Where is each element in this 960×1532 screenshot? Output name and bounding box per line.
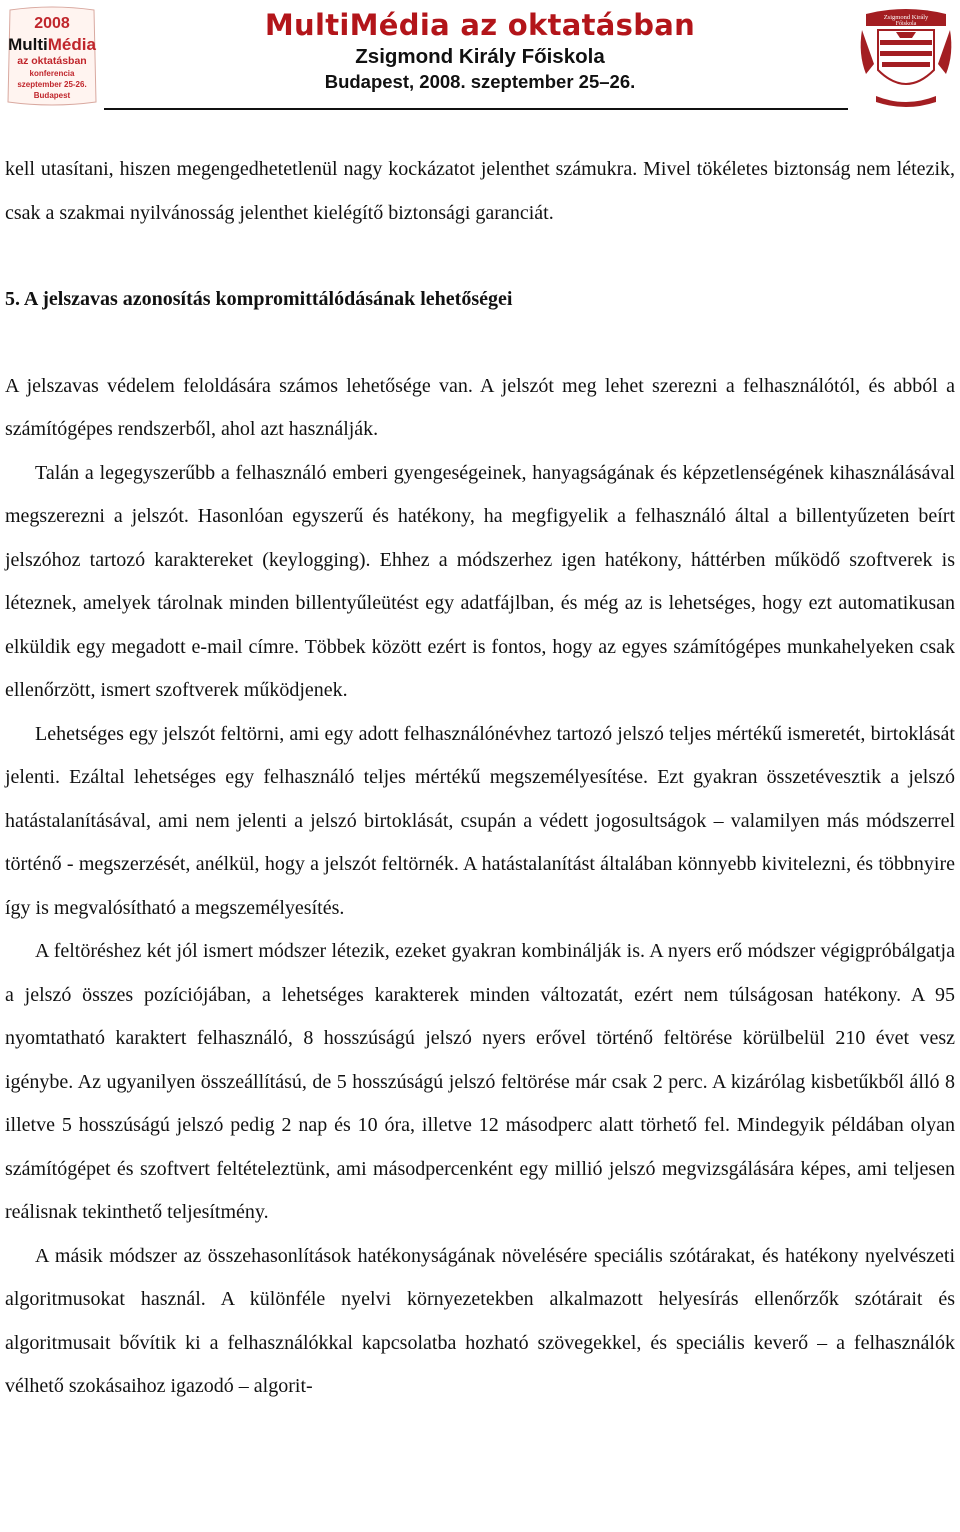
conference-date: Budapest, 2008. szeptember 25–26.: [324, 71, 636, 92]
section-heading: 5. A jelszavas azonosítás kompromittálódásának lehetőségei: [5, 288, 513, 310]
conference-title: MultiMédia az oktatásban: [264, 8, 696, 42]
page-header: [0, 0, 960, 112]
logo-line1: az oktatásban: [17, 55, 87, 67]
logo-line2: konferencia: [29, 69, 75, 78]
crest-line1: Zsigmond Király: [883, 14, 929, 21]
svg-text:MultiMédia: [8, 35, 96, 54]
paragraph-continuation: kell utasítani, hiszen megengedhetetlenül nagy kockázatot jelenthet számukra. Mivel tökéletes biztonság nem létezik, csak a szakmai nyilvánosság jelenthet kielégítő biztonsági garanciát.: [5, 158, 955, 224]
logo-line3: szeptember 25-26.: [17, 80, 87, 89]
logo-line4: Budapest: [33, 91, 71, 100]
conference-logo: [4, 6, 100, 106]
school-name: Zsigmond Király Főiskola: [355, 45, 605, 68]
paragraph: A jelszavas védelem feloldására számos lehetősége van. A jelszót meg lehet szerezni a felhasználótól, és abból a számítógépes rendszerből, ahol azt használják.: [5, 374, 955, 440]
college-crest-logo: [856, 4, 956, 108]
header-text-block: [230, 6, 730, 94]
logo-name-part2: Média: [47, 35, 96, 54]
paragraph: A másik módszer az összehasonlítások hatékonyságának növelésére speciális szótárakat, és hatékony nyelvészeti algoritmusokat használ. A különféle nyelvi környezetekben alkalmazott helyesírás ellenőrzők szótárait és algoritmusait bővítik ki a felhasználókkal kapcsolatba hozható szövegekkel, és speciális keverő – a felhasználók vélhető szokásaihoz igazodó – algorit-: [5, 1244, 955, 1397]
crest-line2: Főiskola: [895, 21, 917, 27]
paragraph: Lehetséges egy jelszót feltörni, ami egy adott felhasználónévhez tartozó jelszó teljes mértékű ismeretét, birtoklását jelenti. Ezáltal lehetséges egy felhasználó teljes mértékű megszemélyesítése. Ezt gyakran összetévesztik a jelszó hatástalanításával, ami nem jelenti a jelszó birtoklását, csupán a védett jogosultságok – valamilyen más módszerrel történő - megszerzését, anélkül, hogy a jelszót feltörnék. A hatástalanítást általában könnyebb kivitelezni, és többnyire így is megvalósítható a megszemélyesítés.: [5, 722, 955, 919]
paragraph: A feltöréshez két jól ismert módszer létezik, ezeket gyakran kombinálják is. A nyers erő módszer végigpróbálgatja a jelszó összes pozíciójában, a lehetséges karakterek minden változatát, ezért nem túlságosan hatékony. A 95 nyomtatható karaktert felhasználó, 8 hosszúságú jelszó nyers erővel történő feltörése körülbelül 210 évet vesz igénybe. Az ugyanilyen összeállítású, de 5 hosszúságú jelszó feltörése már csak 2 perc. A kizárólag kisbetűkből álló 8 illetve 5 hosszúságú jelszó pedig 2 nap és 10 óra, illetve 12 másodperc alatt törhető fel. Mindegyik példában olyan számítógépet és szoftvert feltételeztünk, ami másodpercenként egy millió jelszó megvizsgálására képes, ami teljesen reálisnak tekinthető teljesítmény.: [5, 940, 955, 1223]
header-divider: [104, 108, 848, 110]
paragraph: Talán a legegyszerűbb a felhasználó emberi gyengeségeinek, hanyagságának és képzetlenségének kihasználásával megszerezni a jelszót. Hasonlóan egyszerű és hatékony, ha megfigyelik a felhasználó által a billentyűzeten beírt jelszóhoz tartozó karaktereket (keylogging). Ehhez a módszerhez igen hatékony, háttérben működő szoftverek is léteznek, amelyek tárolnak minden billentyűleütést egy adatfájlban, és még az is lehetséges, hogy ezt automatikusan elküldik egy megadott e-mail címre. Többek között ezért is fontos, hogy az egyes számítógépes munkahelyeken csak ellenőrzött, ismert szoftverek működjenek.: [5, 461, 955, 701]
logo-name-part1: Multi: [8, 35, 48, 54]
logo-year: 2008: [34, 15, 70, 32]
document-body: [5, 148, 955, 1409]
